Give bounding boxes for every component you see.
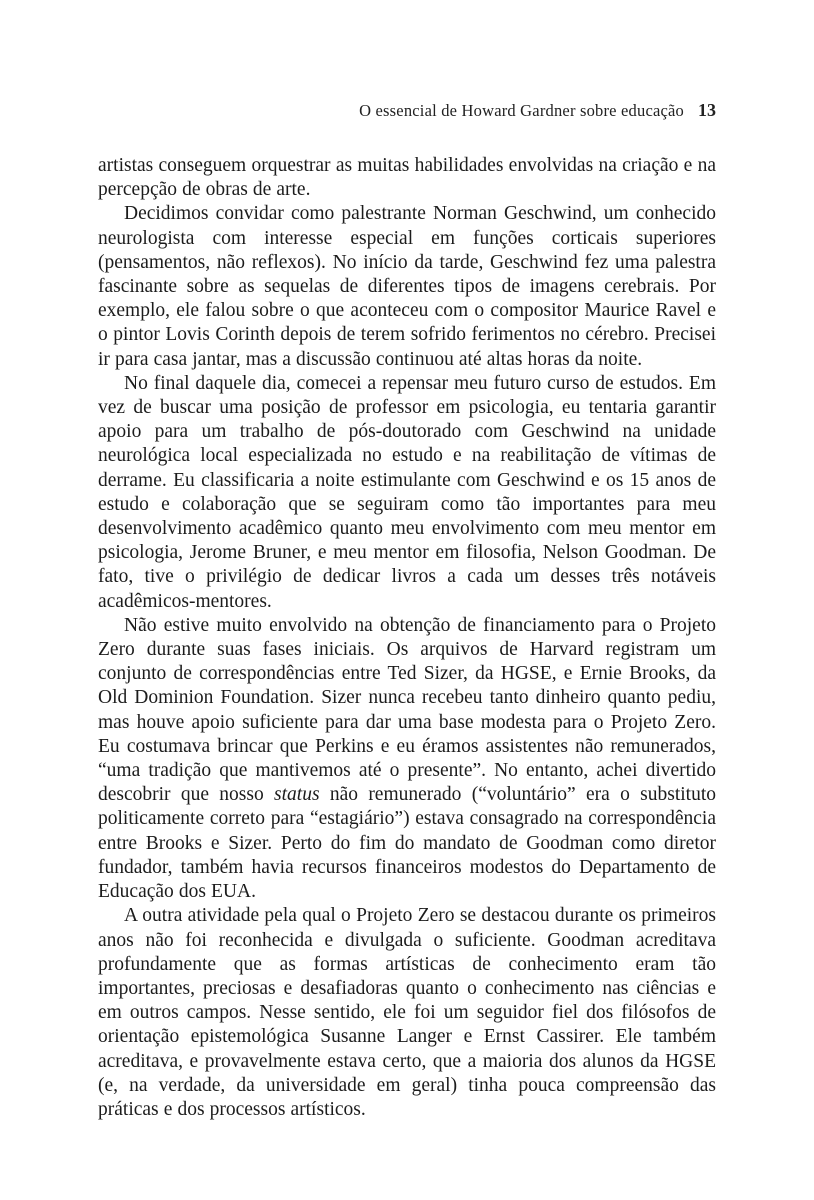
paragraph-3: No final daquele dia, comecei a repensar meu futuro curso de estudos. Em vez de buscar uma posição de professor em psicologia, eu tentaria garantir apoio para um trabalho de pós-doutorado com Geschwind na unidade neurológica local especializada no estudo e na reabilitação de vítimas de derrame. Eu classificaria a noite estimulante com Geschwind e os 15 anos de estudo e colaboração que se seguiram como tão importantes para meu desenvolvimento acadêmico quanto meu envolvimento com meu mentor em psicologia, Jerome Bruner, e meu mentor em filosofia, Nelson Goodman. De fato, tive o privilégio de dedicar livros a cada um desses três notáveis acadêmicos-mentores. — [98, 372, 716, 612]
paragraph-5: A outra atividade pela qual o Projeto Zero se destacou durante os primeiros anos não foi reconhecida e divulgada o suficiente. Goodman acreditava profundamente que as formas artísticas de conhecimento eram tão importantes, preciosas e desafiadoras quanto o conhecimento nas ciências e em outros campos. Nesse sentido, ele foi um seguidor fiel dos filósofos de orientação epistemológica Susanne Langer e Ernst Cassirer. Ele também acreditava, e provavelmente estava certo, que a maioria dos alunos da HGSE (e, na verdade, da universidade em geral) tinha pouca compreensão das práticas e dos processos artísticos. — [98, 905, 716, 1120]
running-title: O essencial de Howard Gardner sobre educação — [359, 101, 684, 120]
italic-term-status: status — [274, 784, 320, 806]
paragraph-1: artistas conseguem orquestrar as muitas habilidades envolvidas na criação e na percepção de obras de arte. — [98, 155, 716, 201]
body-text — [98, 154, 716, 1122]
paragraph-2: Decidimos convidar como palestrante Norman Geschwind, um conhecido neurologista com interesse especial em funções corticais superiores (pensamentos, não reflexos). No início da tarde, Geschwind fez uma palestra fascinante sobre as sequelas de diferentes tipos de imagens cerebrais. Por exemplo, ele falou sobre o que aconteceu com o compositor Maurice Ravel e o pintor Lovis Corinth depois de terem sofrido ferimentos no cérebro. Precisei ir para casa jantar, mas a discussão continuou até altas horas da noite. — [98, 203, 716, 370]
text-block — [98, 100, 716, 1122]
page-number: 13 — [698, 100, 716, 120]
paragraph-4-part-2: não remunerado (“voluntário” era o substituto politicamente correto para “estagiário”) estava consagrado na correspondência entre Brooks e Sizer. Perto do fim do mandato de Goodman como diretor fundador, também havia recursos financeiros modestos do Departamento de Educação dos EUA. — [98, 784, 716, 903]
paragraph-4 — [98, 614, 716, 904]
paragraph-4-part-1: Não estive muito envolvido na obtenção de financiamento para o Projeto Zero durante suas fases iniciais. Os arquivos de Harvard registram um conjunto de correspondências entre Ted Sizer, da HGSE, e Ernie Brooks, da Old Dominion Foundation. Sizer nunca recebeu tanto dinheiro quanto pediu, mas houve apoio suficiente para dar uma base modesta para o Projeto Zero. Eu costumava brincar que Perkins e eu éramos assistentes não remunerados, “uma tradição que mantivemos até o presente”. No entanto, achei divertido descobrir que nosso — [98, 614, 716, 806]
running-header — [98, 100, 716, 121]
